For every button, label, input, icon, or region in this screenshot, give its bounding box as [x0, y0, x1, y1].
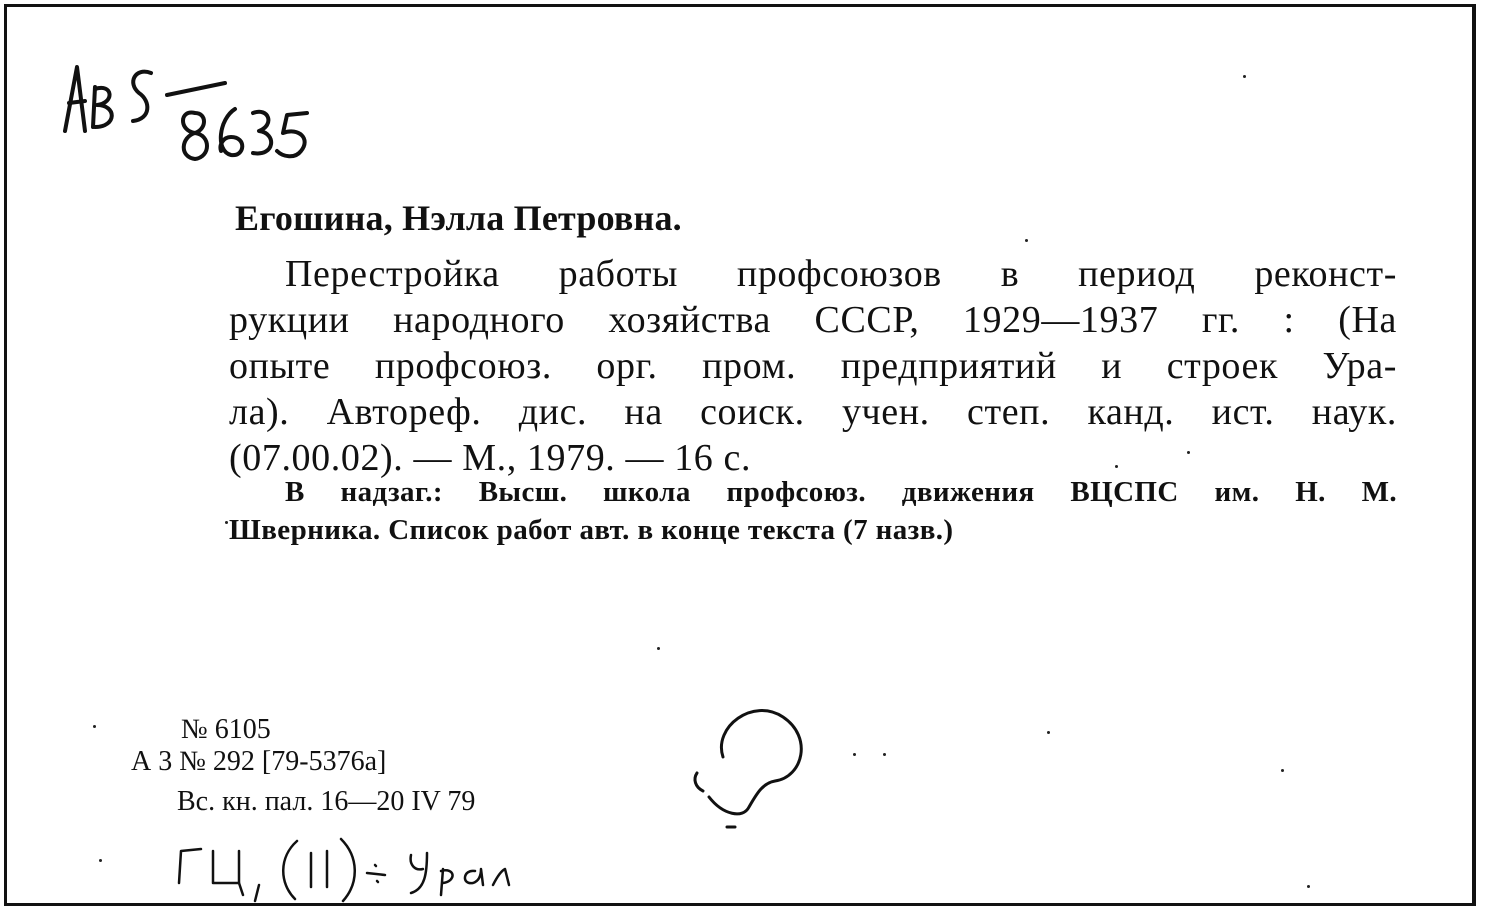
chamber-date: Вс. кн. пал. 16—20 IV 79: [177, 786, 476, 817]
stamp-mark: [683, 697, 823, 837]
title-line: Перестройка работы профсоюзов в период реконст-: [285, 253, 1397, 295]
speck: [1187, 451, 1190, 454]
title-line: рукции народного хозяйства СССР, 1929—1937 гг. : (На: [229, 299, 1397, 341]
speck: [225, 521, 228, 524]
speck: [883, 753, 886, 756]
note-line: В надзаг.: Высш. школа профсоюз. движения ВЦСПС им. Н. М.: [285, 476, 1397, 508]
title-description: [229, 251, 1397, 481]
author-heading: Егошина, Нэлла Петровна.: [235, 198, 682, 238]
handwritten-call-number: [55, 53, 325, 193]
speck: [1115, 465, 1118, 468]
speck: [1281, 769, 1284, 772]
speck: [93, 725, 96, 728]
order-number: А 3 № 292 [79-5376а]: [131, 746, 387, 777]
speck: [1025, 239, 1028, 242]
title-line: ла). Автореф. дис. на соиск. учен. степ. канд. ист. наук.: [229, 391, 1397, 433]
title-line: опыте профсоюз. орг. пром. предприятий и строек Ура-: [229, 345, 1397, 387]
speck: [657, 647, 660, 650]
note-line: Шверника. Список работ авт. в конце текста (7 назв.): [229, 514, 954, 546]
speck: [1307, 885, 1310, 888]
speck: [1243, 75, 1246, 78]
speck: [99, 859, 102, 862]
speck: [1047, 731, 1050, 734]
catalog-card: [4, 4, 1476, 906]
title-line: (07.00.02). — М., 1979. — 16 с.: [229, 437, 752, 479]
notes: [229, 473, 1397, 549]
record-number: № 6105: [181, 714, 271, 745]
speck: [853, 753, 856, 756]
handwritten-classification: [171, 829, 571, 907]
